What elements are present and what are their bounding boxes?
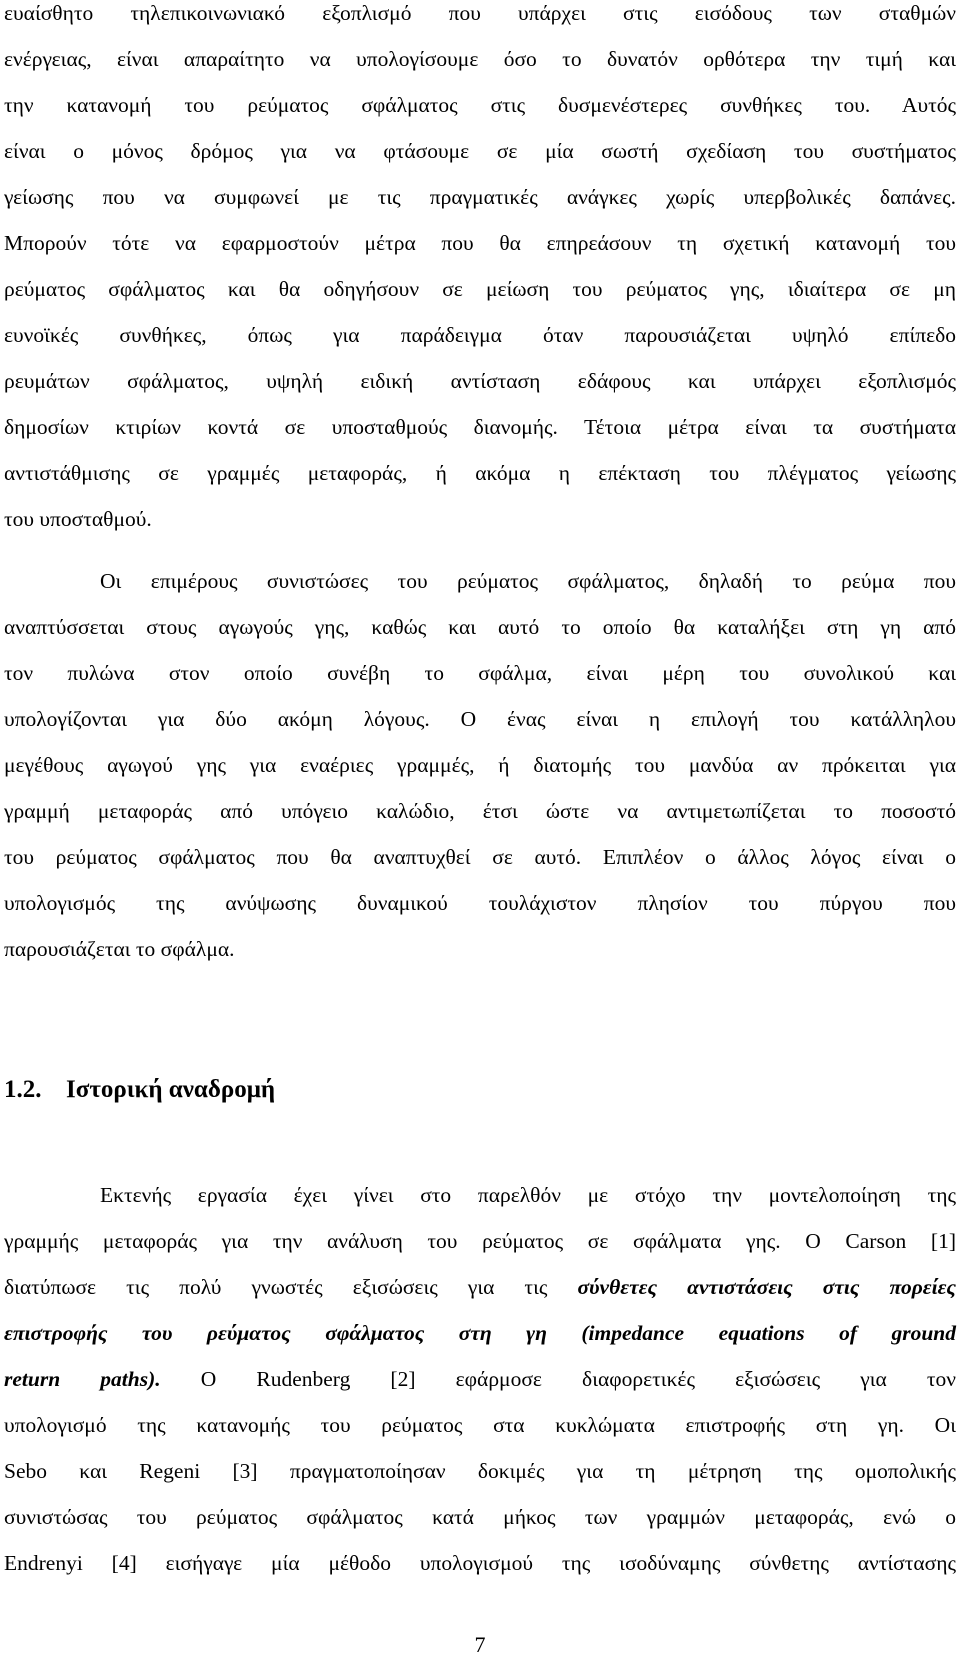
paragraph-fault-current-components [4,558,956,972]
text-line: Μπορούν τότε να εφαρμοστούν μέτρα που θα επηρεάσουν τη σχετική κατανομή του [4,231,956,255]
text-line: ευαίσθητο τηλεπικοινωνιακό εξοπλισμό που υπάρχει στις εισόδους των σταθμών [4,1,956,25]
text-line: γραμμή μεταφοράς από υπόγειο καλώδιο, έτσι ώστε να αντιμετωπίζεται το ποσοστό [4,799,956,823]
text-line: Sebo και Regeni [3] πραγματοποίησαν δοκιμές για τη μέτρηση της ομοπολικής [4,1459,956,1483]
text-line: γείωσης που να συμφωνεί με τις πραγματικές ανάγκες χωρίς υπερβολικές δαπάνες. [4,185,956,209]
paragraph-grounding-design [4,0,956,542]
text-line: Εκτενής εργασία έχει γίνει στο παρελθόν με στόχο την μοντελοποίηση της [100,1183,956,1207]
text-line: του υποσταθμού. [4,507,152,531]
text-line: ρευμάτων σφάλματος, υψηλή ειδική αντίσταση εδάφους και υπάρχει εξοπλισμός [4,369,956,393]
section-number: 1.2. [4,1076,42,1103]
paragraph-historical-review [4,1172,956,1586]
text-line [4,1356,956,1402]
text-line [4,1310,956,1356]
text-line: Endrenyi [4] εισήγαγε μία μέθοδο υπολογισμού της ισοδύναμης σύνθετης αντίστασης [4,1551,956,1575]
text-run: Ο Rudenberg [2] εφάρμοσε διαφορετικές εξισώσεις για τον [160,1367,957,1391]
page-number: 7 [474,1632,486,1657]
text-line: του ρεύματος σφάλματος που θα αναπτυχθεί σε αυτό. Επιπλέον ο άλλος λόγος είναι ο [4,845,956,869]
emphasis-text: επιστροφής του ρεύματος σφάλματος στη γη (impedance equations of ground [4,1321,956,1345]
text-line: υπολογισμός της ανύψωσης δυναμικού τουλάχιστον πλησίον του πύργου που [4,891,956,915]
text-line: αναπτύσσεται στους αγωγούς γης, καθώς και αυτό το οποίο θα καταλήξει στη γη από [4,615,956,639]
text-line: τον πυλώνα στον οποίο συνέβη το σφάλμα, είναι μέρη του συνολικού και [4,661,956,685]
text-line: δημοσίων κτιρίων κοντά σε υποσταθμούς διανομής. Τέτοια μέτρα είναι τα συστήματα [4,415,956,439]
text-line: Οι επιμέρους συνιστώσες του ρεύματος σφάλματος, δηλαδή το ρεύμα που [100,569,956,593]
text-line: την κατανομή του ρεύματος σφάλματος στις δυσμενέστερες συνθήκες του. Αυτός [4,93,956,117]
emphasis-text: σύνθετες αντιστάσεις στις πορείες [577,1275,956,1299]
text-line: υπολογισμό της κατανομής του ρεύματος στα κυκλώματα επιστροφής στη γη. Οι [4,1413,956,1437]
text-line: ρεύματος σφάλματος και θα οδηγήσουν σε μείωση του ρεύματος γης, ιδιαίτερα σε μη [4,277,956,301]
text-line: μεγέθους αγωγού γης για εναέριες γραμμές, ή διατομής του μανδύα αν πρόκειται για [4,753,956,777]
text-line: συνιστώσας του ρεύματος σφάλματος κατά μήκος των γραμμών μεταφοράς, ενώ ο [4,1505,956,1529]
text-line [4,1264,956,1310]
section-title: Ιστορική αναδρομή [66,1076,276,1103]
text-line: είναι ο μόνος δρόμος για να φτάσουμε σε μία σωστή σχεδίαση του συστήματος [4,139,956,163]
text-line: υπολογίζονται για δύο ακόμη λόγους. Ο ένας είναι η επιλογή του κατάλληλου [4,707,956,731]
text-line: παρουσιάζεται το σφάλμα. [4,937,235,961]
text-line: ευνοϊκές συνθήκες, όπως για παράδειγμα όταν παρουσιάζεται υψηλό επίπεδο [4,323,956,347]
text-line: γραμμής μεταφοράς για την ανάλυση του ρεύματος σε σφάλματα γης. Ο Carson [1] [4,1229,956,1253]
text-line: αντιστάθμισης σε γραμμές μεταφοράς, ή ακόμα η επέκταση του πλέγματος γείωσης [4,461,956,485]
text-run: διατύπωσε τις πολύ γνωστές εξισώσεις για τις [4,1275,578,1299]
section-heading [4,1070,275,1110]
emphasis-text: return paths). [4,1367,161,1391]
text-line: ενέργειας, είναι απαραίτητο να υπολογίσουμε όσο το δυνατόν ορθότερα την τιμή και [4,47,956,71]
